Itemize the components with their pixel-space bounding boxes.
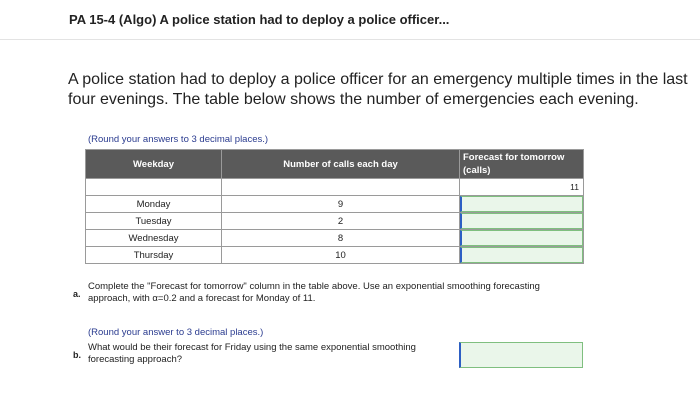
question-b-round-note: (Round your answer to 3 decimal places.) xyxy=(88,327,264,338)
problem-intro: A police station had to deploy a police officer for an emergency multiple times in the last four evenings. The table below shows the number of emergencies each evening. xyxy=(68,71,688,108)
calls-cell: 8 xyxy=(222,230,460,247)
question-b-text: What would be their forecast for Friday using the same exponential smoothing forecasting approach? xyxy=(88,342,416,365)
calls-cell: 9 xyxy=(222,196,460,213)
question-a-letter: a. xyxy=(73,289,81,299)
header-weekday: Weekday xyxy=(86,150,222,179)
forecast-input-wednesday[interactable] xyxy=(460,230,583,246)
forecast-input-thursday[interactable] xyxy=(460,247,583,263)
question-a-text: Complete the "Forecast for tomorrow" column in the table above. Use an exponential smoothing forecasting approach, with α=0.2 and a forecast for Monday of 11. xyxy=(88,281,540,304)
forecast-input-tuesday[interactable] xyxy=(460,213,583,229)
question-b-letter: b. xyxy=(73,350,81,360)
header-calls: Number of calls each day xyxy=(222,150,460,179)
friday-forecast-input[interactable] xyxy=(459,342,583,368)
table-row xyxy=(86,179,584,196)
weekday-cell: Thursday xyxy=(86,247,222,264)
weekday-cell: Monday xyxy=(86,196,222,213)
weekday-cell: Wednesday xyxy=(86,230,222,247)
table-row xyxy=(86,196,584,213)
table-round-note: (Round your answers to 3 decimal places.) xyxy=(88,134,269,145)
table-row xyxy=(86,230,584,247)
calls-cell: 2 xyxy=(222,213,460,230)
table-row xyxy=(86,247,584,264)
calls-cell: 10 xyxy=(222,247,460,264)
weekday-cell: Tuesday xyxy=(86,213,222,230)
table-row xyxy=(86,213,584,230)
forecast-input-monday[interactable] xyxy=(460,196,583,212)
header-forecast: Forecast for tomorrow (calls) xyxy=(460,150,584,179)
title-divider xyxy=(0,39,700,40)
problem-title: PA 15-4 (Algo) A police station had to deploy a police officer... xyxy=(69,12,450,27)
forecast-table xyxy=(85,149,584,264)
given-forecast-monday: 11 xyxy=(460,179,584,196)
table-header-row xyxy=(86,150,584,179)
